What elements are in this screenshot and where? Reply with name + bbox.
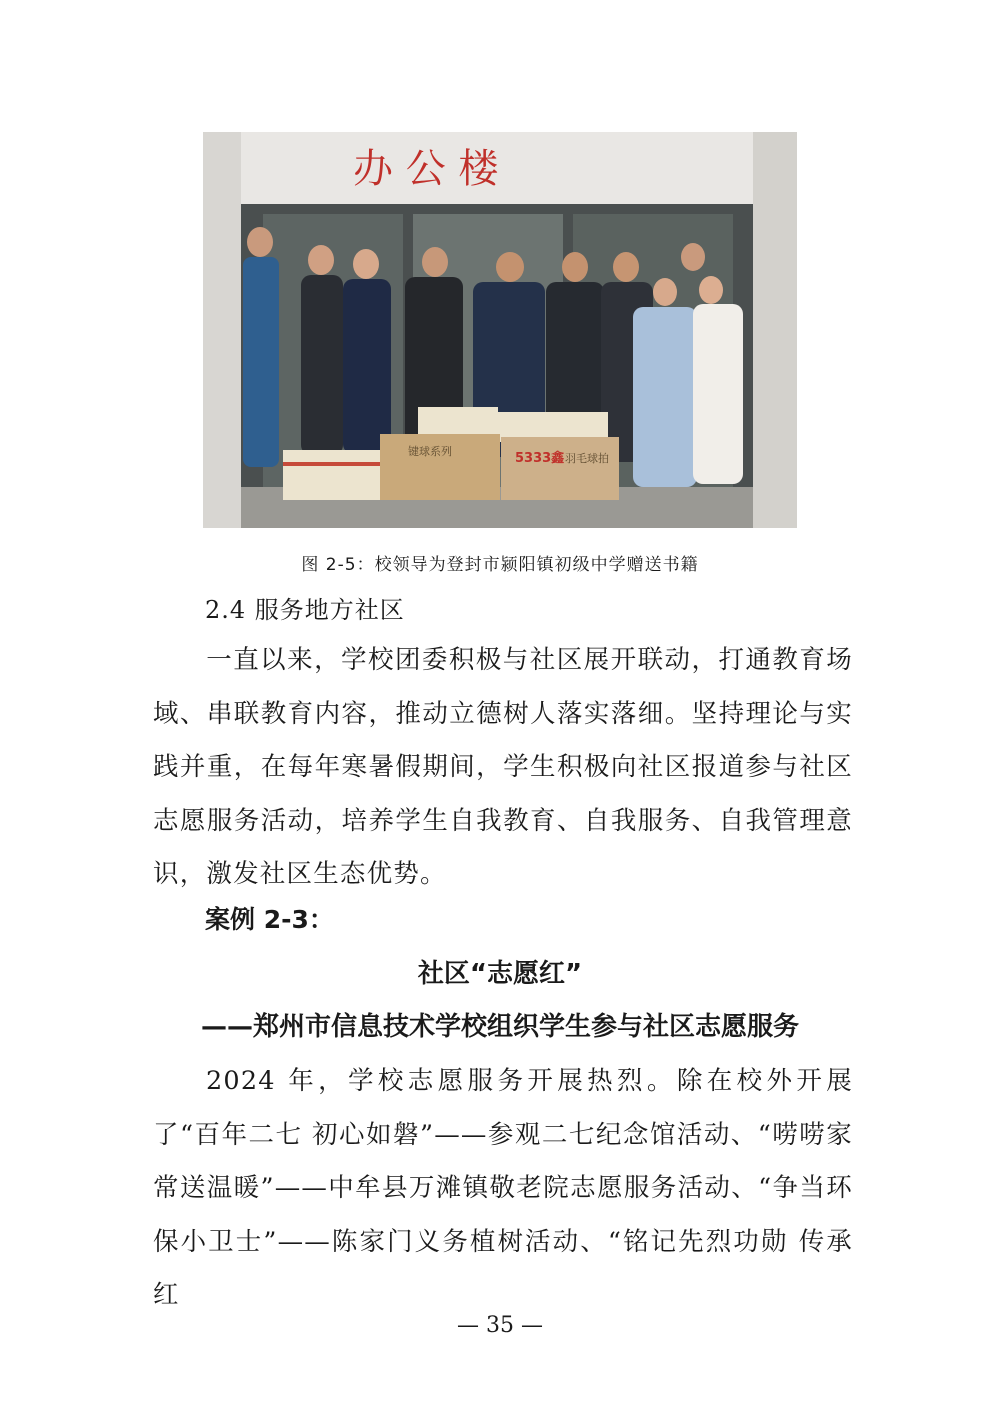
figure-caption: 图 2-5：校领导为登封市颍阳镇初级中学赠送书籍	[301, 555, 699, 575]
box-label-shuttlecock: 键球系列	[408, 445, 452, 458]
paragraph-volunteer-activities-text: 2024 年，学校志愿服务开展热烈。除在校外开展了“百年二七 初心如磐”——参观二七纪念馆活动、“唠唠家常送温暖”——中牟县万滩镇敬老院志愿服务活动、“争当环保小卫士”——陈家门义务植树活动、“铭记先烈功勋 传承红	[153, 1066, 853, 1310]
building-sign: 办 公 楼	[353, 146, 499, 192]
group-photo	[203, 132, 797, 528]
paragraph-volunteer-activities	[153, 1055, 853, 1323]
page-number: — 35 —	[457, 1313, 543, 1338]
box-badminton	[501, 437, 619, 500]
case-subtitle: ——郑州市信息技术学校组织学生参与社区志愿服务	[200, 1012, 799, 1042]
section-heading: 2.4 服务地方社区	[205, 596, 405, 624]
paragraph-community-service-text: 一直以来，学校团委积极与社区展开联动，打通教育场域、串联教育内容，推动立德树人落实落细。坚持理论与实践并重，在每年寒暑假期间，学生积极向社区报道参与社区志愿服务活动，培养学生自我教育、自我服务、自我管理意识，激发社区生态优势。	[153, 645, 853, 889]
box-shuttlecock	[380, 434, 500, 500]
paragraph-community-service	[153, 634, 853, 902]
box-label-badminton: 羽毛球拍	[565, 452, 609, 465]
box-brand-badminton: 5333鑫	[515, 451, 565, 466]
case-title: 社区“志愿红”	[417, 959, 583, 989]
case-label: 案例 2-3：	[205, 905, 334, 934]
